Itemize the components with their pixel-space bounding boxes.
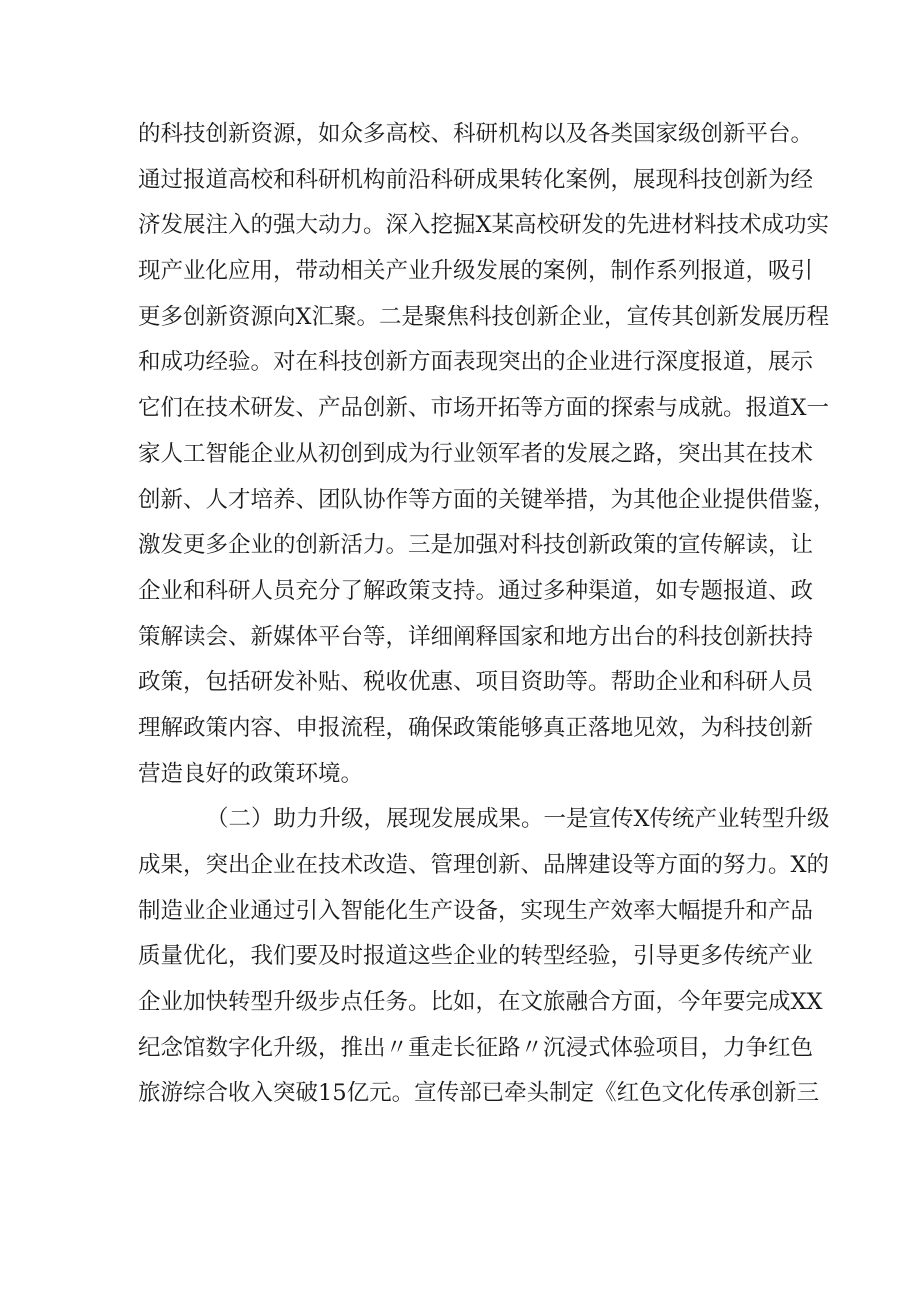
paragraph-line: 质量优化，我们要及时报道这些企业的转型经验，引导更多传统产业 (138, 943, 814, 970)
paragraph-line: 政策，包括研发补贴、税收优惠、项目资助等。帮助企业和科研人员 (138, 669, 814, 696)
paragraph-line: 制造业企业通过引入智能化生产设备，实现生产效率大幅提升和产品 (138, 897, 814, 924)
paragraph-2 (138, 797, 830, 1117)
paragraph-line: 理解政策内容、申报流程，确保政策能够真正落地见效，为科技创新 (138, 714, 814, 741)
paragraph-line: 旅游综合收入突破15亿元。宣传部已牵头制定《红色文化传承创新三 (138, 1080, 820, 1107)
paragraph-1 (138, 112, 836, 797)
paragraph-line: 它们在技术研发、产品创新、市场开拓等方面的探索与成就。报道X一 (138, 395, 830, 422)
paragraph-line: 更多创新资源向X汇聚。二是聚焦科技创新企业，宣传其创新发展历程 (138, 303, 830, 330)
paragraph-line: 的科技创新资源，如众多高校、科研机构以及各类国家级创新平台。 (138, 121, 814, 147)
paragraph-line: 企业加快转型升级步点任务。比如，在文旅融合方面，今年要完成XX (138, 989, 823, 1016)
paragraph-line: 创新、人才培养、团队协作等方面的关键举措，为其他企业提供借鉴， (138, 486, 836, 513)
paragraph-line: 策解读会、新媒体平台等，详细阐释国家和地方出台的科技创新扶持 (138, 623, 814, 650)
paragraph-line: 通过报道高校和科研机构前沿科研成果转化案例，展现科技创新为经 (138, 166, 814, 193)
paragraph-line: 济发展注入的强大动力。深入挖掘X某高校研发的先进材料技术成功实 (138, 212, 830, 239)
paragraph-line: 纪念馆数字化升级，推出〃重走长征路〃沉浸式体验项目，力争红色 (138, 1034, 814, 1061)
paragraph-line: 营造良好的政策环境。 (138, 760, 364, 787)
document-body (138, 112, 836, 1117)
paragraph-line: （二）助力升级，展现发展成果。一是宣传X传统产业转型升级 (206, 806, 830, 833)
paragraph-line: 和成功经验。对在科技创新方面表现突出的企业进行深度报道，展示 (138, 349, 814, 376)
paragraph-line: 现产业化应用，带动相关产业升级发展的案例，制作系列报道，吸引 (138, 258, 814, 285)
paragraph-line: 激发更多企业的创新活力。三是加强对科技创新政策的宣传解读，让 (138, 532, 814, 559)
paragraph-line: 家人工智能企业从初创到成为行业领军者的发展之路，突出其在技术 (138, 440, 814, 467)
paragraph-line: 企业和科研人员充分了解政策支持。通过多种渠道，如专题报道、政 (138, 577, 814, 604)
paragraph-line: 成果，突出企业在技术改造、管理创新、品牌建设等方面的努力。X的 (138, 852, 830, 878)
